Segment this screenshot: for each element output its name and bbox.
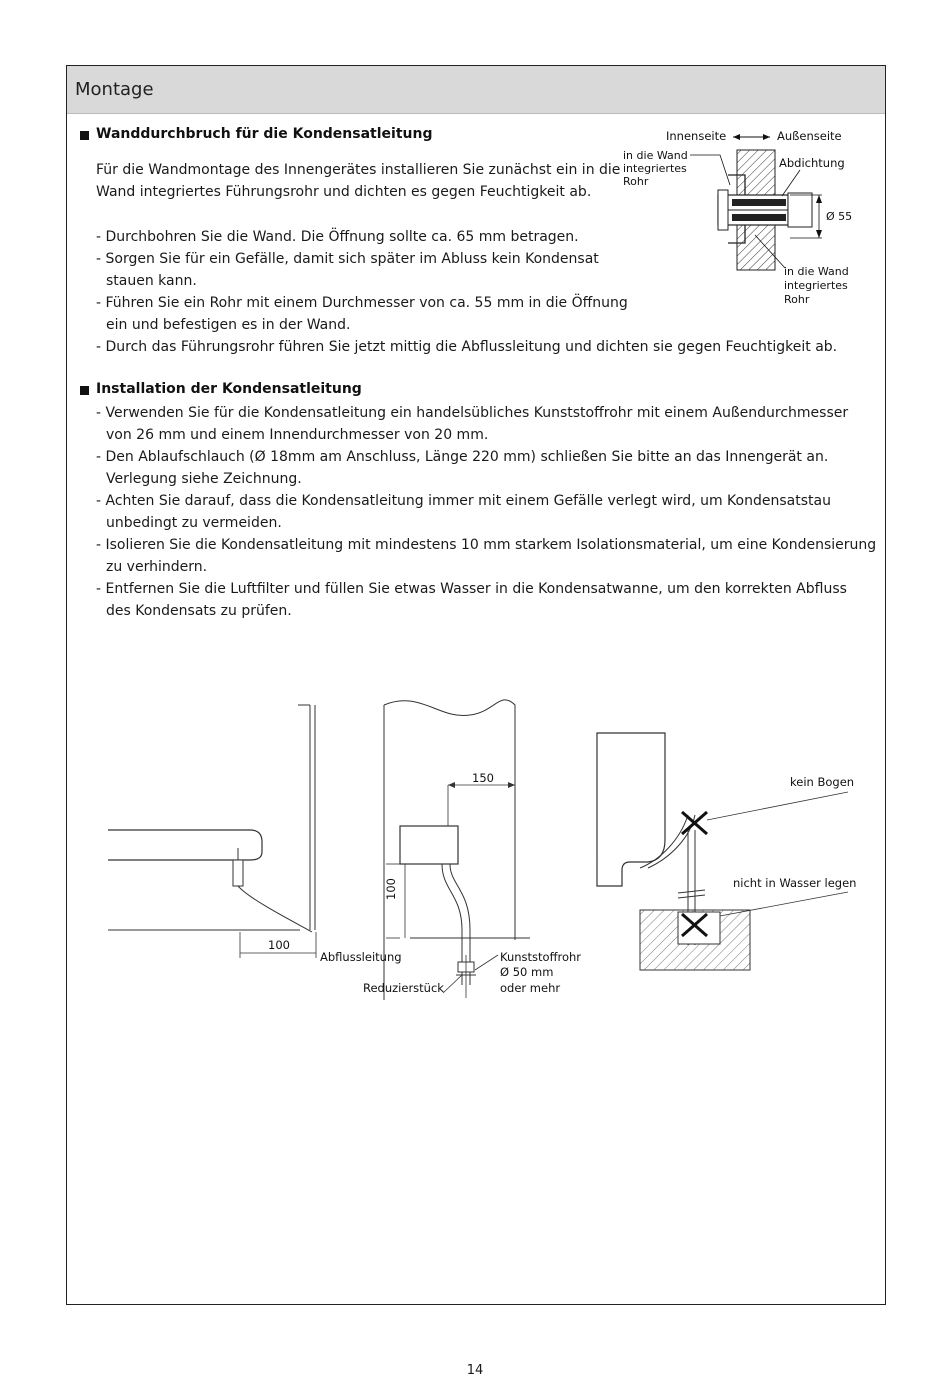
abflussleitung-label: Abflussleitung (320, 950, 402, 964)
kunststoffrohr-label-2: Ø 50 mm (500, 965, 554, 979)
kein-bogen-label: kein Bogen (790, 775, 855, 789)
pipe-label-left-3: Rohr (623, 175, 649, 188)
section2-heading: Installation der Kondensatleitung (96, 381, 362, 397)
innenseite-label: Innenseite (666, 129, 727, 143)
diameter-label: Ø 55 (826, 210, 853, 223)
dim-100-vertical-label: 100 (384, 878, 398, 900)
section1-item: ein und befestigen es in der Wand. (106, 317, 351, 333)
kunststoffrohr-label-3: oder mehr (500, 981, 561, 995)
page-number: 14 (466, 1363, 484, 1378)
dim-100-horizontal-label: 100 (268, 938, 290, 952)
pipe-label-right-3: Rohr (784, 293, 810, 306)
section2-item: des Kondensats zu prüfen. (106, 603, 292, 619)
section2-item: zu verhindern. (106, 559, 208, 575)
section2-item: Verlegung siehe Zeichnung. (106, 471, 302, 487)
section1-heading: Wanddurchbruch für die Kondensatleitung (96, 126, 433, 142)
section2-item: unbedingt zu vermeiden. (106, 515, 282, 531)
pipe-label-left-1: in die Wand (623, 149, 688, 162)
section2-item: - Entfernen Sie die Luftfilter und füllen Sie etwas Wasser in die Kondensatwanne, um den korrekten Abfluss (96, 581, 847, 597)
section2-item: - Den Ablaufschlauch (Ø 18mm am Anschluss, Länge 220 mm) schließen Sie bitte an das Innengerät an. (96, 449, 829, 465)
section1-item: - Durchbohren Sie die Wand. Die Öffnung sollte ca. 65 mm betragen. (96, 229, 579, 245)
section2-item: von 26 mm und einem Innendurchmesser von 20 mm. (106, 427, 489, 443)
section2-item: - Isolieren Sie die Kondensatleitung mit mindestens 10 mm starkem Isolationsmaterial, um eine Kondensierung (96, 537, 877, 553)
pipe-label-left-2: integriertes (623, 162, 687, 175)
section1-intro-line1: Für die Wandmontage des Innengerätes installieren Sie zunächst ein in die (96, 162, 621, 178)
kunststoffrohr-label-1: Kunststoffrohr (500, 950, 582, 964)
dim-150-label: 150 (472, 771, 494, 785)
reduzierstueck-label: Reduzierstück (363, 981, 444, 995)
section1-item: stauen kann. (106, 273, 197, 289)
section1-intro-line2: Wand integriertes Führungsrohr und dichten es gegen Feuchtigkeit ab. (96, 184, 592, 200)
abdichtung-label: Abdichtung (779, 156, 845, 170)
section-title: Montage (75, 79, 154, 100)
section1-item: - Durch das Führungsrohr führen Sie jetzt mittig die Abflussleitung und dichten sie gegen Feuchtigkeit ab. (96, 339, 838, 355)
section1-item: - Führen Sie ein Rohr mit einem Durchmesser von ca. 55 mm in die Öffnung (96, 295, 628, 311)
pipe-label-right-1: in die Wand (784, 265, 849, 278)
nicht-in-wasser-label: nicht in Wasser legen (733, 876, 857, 890)
section1-item: - Sorgen Sie für ein Gefälle, damit sich später im Abluss kein Kondensat (96, 251, 599, 267)
section2-item: - Achten Sie darauf, dass die Kondensatleitung immer mit einem Gefälle verlegt wird, um Kondensatstau (96, 493, 831, 509)
pipe-label-right-2: integriertes (784, 279, 848, 292)
aussenseite-label: Außenseite (777, 129, 842, 143)
section2-item: - Verwenden Sie für die Kondensatleitung ein handelsübliches Kunststoffrohr mit einem Außendurchmesser (96, 405, 849, 421)
